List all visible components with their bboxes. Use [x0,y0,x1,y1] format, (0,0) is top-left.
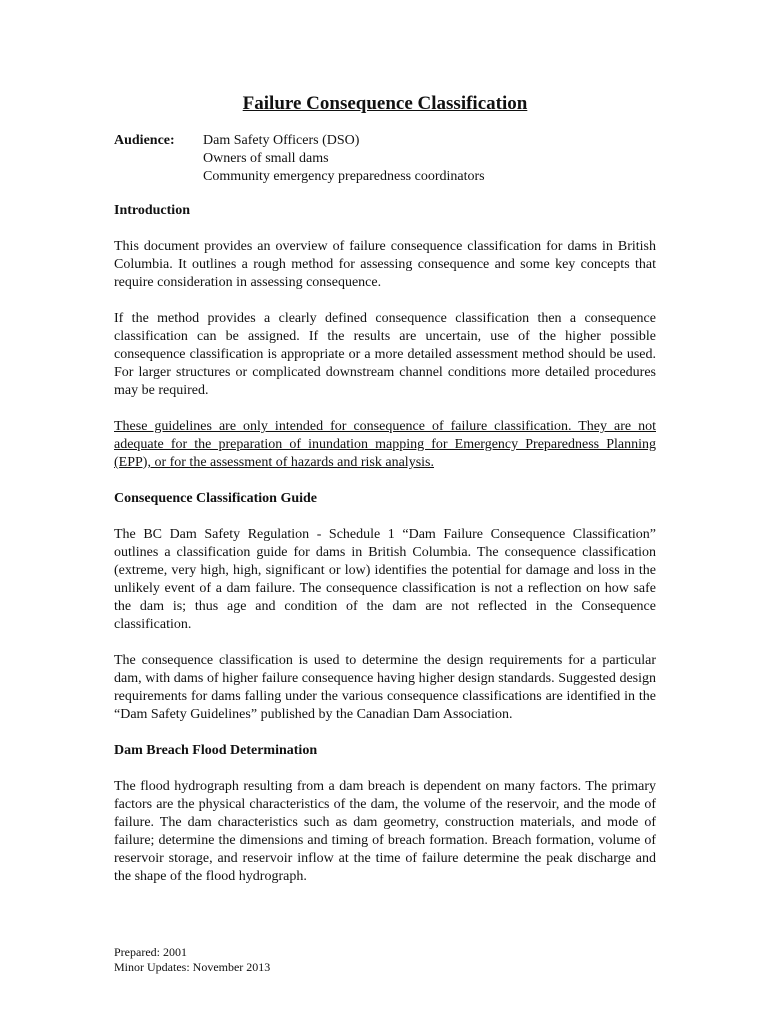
breach-paragraph-1: The flood hydrograph resulting from a dam breach is dependent on many factors. The primary factors are the physical characteristics of the dam, the volume of the reservoir, and the mode of failure. The dam characteristics such as dam geometry, construction materials, and mode of failure; determine the dimensions and timing of breach formation. Breach formation, volume of reservoir storage, and reservoir inflow at the time of failure determine the peak discharge and the shape of the flood hydrograph. [114,779,656,884]
breach-heading: Dam Breach Flood Determination [114,743,318,758]
audience-label: Audience: [114,133,175,148]
guide-paragraph-1: The BC Dam Safety Regulation - Schedule 1 “Dam Failure Consequence Classification” outlines a classification guide for dams in British Columbia. The consequence classification (extreme, very high, high, significant or low) identifies the potential for damage and loss in the unlikely event of a dam failure. The consequence classification is not a reflection on how safe the dam is; thus age and condition of the dam are not reflected in the Consequence classification. [114,527,656,632]
audience-list [203,132,485,186]
document-page [114,92,656,904]
document-footer [114,945,270,975]
introduction-paragraph-1: This document provides an overview of failure consequence classification for dams in British Columbia. It outlines a rough method for assessing consequence and some key concepts that require consideration in assessing consequence. [114,239,656,290]
update-date: Minor Updates: November 2013 [114,960,271,974]
introduction-paragraph-2: If the method provides a clearly defined consequence classification then a consequence classification can be assigned. If the results are uncertain, use of the higher possible consequence classification is appropriate or a more detailed assessment method should be used. For larger structures or complicated downstream channel conditions more detailed procedures may be required. [114,311,656,398]
audience-item: Community emergency preparedness coordinators [203,169,485,184]
prepared-date: Prepared: 2001 [114,945,187,959]
audience-item: Dam Safety Officers (DSO) [203,133,360,148]
document-title: Failure Consequence Classification [242,93,528,114]
guide-heading: Consequence Classification Guide [114,491,318,506]
guide-paragraph-2: The consequence classification is used to determine the design requirements for a particular dam, with dams of higher failure consequence having higher design standards. Suggested design requirements for dams falling under the various consequence classifications are identified in the “Dam Safety Guidelines” published by the Canadian Dam Association. [114,653,656,722]
introduction-heading: Introduction [114,203,190,218]
audience-block [114,132,656,186]
audience-item: Owners of small dams [203,151,329,166]
introduction-notice: These guidelines are only intended for consequence of failure classification. They are not adequate for the preparation of inundation mapping for Emergency Preparedness Planning (EPP), or for the assessment of hazards and risk analysis. [114,419,656,470]
